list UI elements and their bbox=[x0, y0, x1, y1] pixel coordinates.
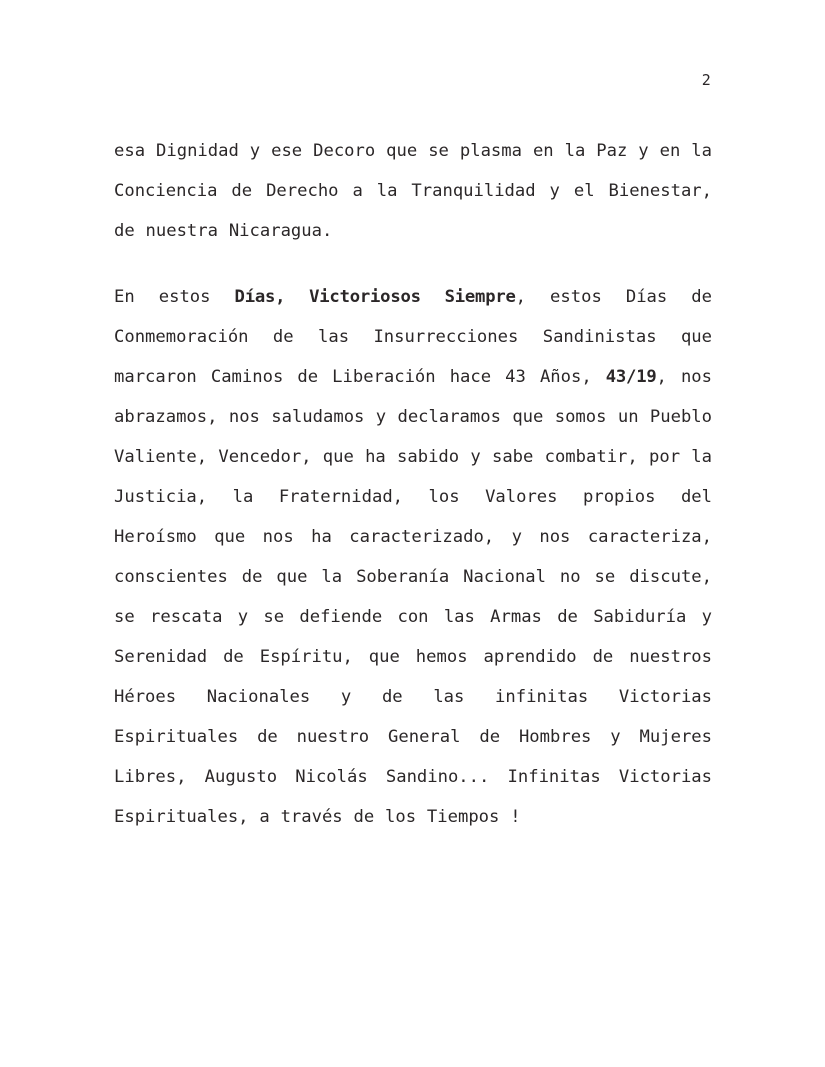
paragraph-2 bbox=[114, 277, 712, 837]
paragraph-1 bbox=[114, 131, 712, 251]
document-body bbox=[114, 131, 712, 837]
paragraph-2-run-3: , estos Días de Conmemoración de las Insurrecciones Sandinistas que marcaron Caminos de Liberación hace 43 Años, bbox=[114, 287, 712, 387]
paragraph-2-run-2-bold: Días, Victoriosos Siempre bbox=[234, 287, 516, 307]
paragraph-2-run-1: En estos bbox=[114, 287, 235, 307]
page-number: 2 bbox=[701, 71, 711, 89]
paragraph-2-run-4-bold: 43/19 bbox=[605, 367, 657, 387]
paragraph-1-run-1: esa Dignidad y ese Decoro que se plasma en la Paz y en la Conciencia de Derecho a la Tranquilidad y el Bienestar, de nuestra Nicaragua. bbox=[114, 141, 712, 241]
page-header bbox=[114, 70, 711, 96]
paragraph-2-run-5: , nos abrazamos, nos saludamos y declaramos que somos un Pueblo Valiente, Vencedor, que ha sabido y sabe combatir, por la Justicia, la Fraternidad, los Valores propios del Heroísmo que nos ha caracterizado, y nos caracteriza, conscientes de que la Soberanía Nacional no se discute, se rescata y se defiende con las Armas de Sabiduría y Serenidad de Espíritu, que hemos aprendido de nuestros Héroes Nacionales y de las infinitas Victorias Espirituales de nuestro General de Hombres y Mujeres Libres, Augusto Nicolás Sandino... Infinitas Victorias Espirituales, a través de los Tiempos ! bbox=[114, 367, 712, 827]
